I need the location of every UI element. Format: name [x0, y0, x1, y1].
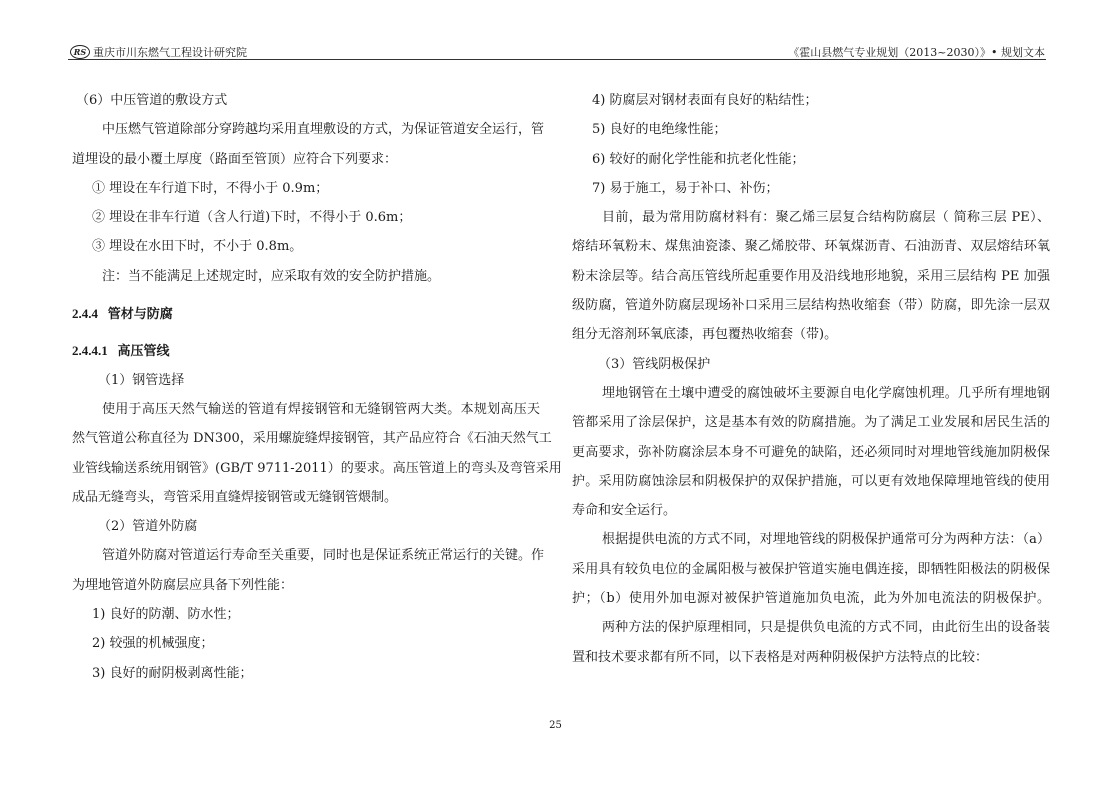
- paragraph-line: 成品无缝弯头，弯管采用直缝焊接钢管或无缝钢管煨制。: [72, 489, 398, 505]
- left-column: [72, 86, 562, 688]
- paragraph-line: 为埋地管道外防腐层应具备下列性能：: [72, 577, 294, 593]
- paragraph-line: 然气管道公称直径为 DN300，采用螺旋缝焊接钢管，其产品应符合《石油天然气工: [72, 431, 552, 447]
- list-item: ③ 埋设在水田下时，不小于 0.8m。: [92, 239, 303, 255]
- list-item: 6) 较好的耐化学性能和抗老化性能；: [592, 151, 805, 167]
- list-item: ① 埋设在车行道下时，不得小于 0.9m；: [92, 180, 329, 196]
- note-line: 注：当不能满足上述规定时，应采取有效的安全防护措施。: [102, 268, 441, 284]
- institute-logo: RS: [70, 45, 90, 59]
- subheading: （3）管线阴极保护: [598, 356, 711, 372]
- paragraph-line: 目前，最为常用防腐材料有：聚乙烯三层复合结构防腐层（ 简称三层 PE）、: [602, 210, 1050, 226]
- document-title: 《霍山县燃气专业规划（2013~2030）》• 规划文本: [788, 46, 1045, 59]
- paragraph-line: 护。采用防腐蚀涂层和阴极保护的双保护措施，可以更有效地保障埋地管线的使用: [572, 473, 1050, 489]
- heading-2-4-4-1: [72, 336, 540, 365]
- heading-number: 2.4.4.1: [72, 343, 108, 359]
- subheading: （1）钢管选择: [98, 372, 185, 388]
- list-item: 3) 良好的耐阴极剥离性能；: [92, 665, 253, 681]
- paragraph-line: 采用具有较负电位的金属阳极与被保护管道实施电偶连接，即牺牲阳极法的阴极保: [572, 561, 1050, 577]
- paragraph-line: 业管线输送系统用钢管》(GB/T 9711-2011）的要求。高压管道上的弯头及弯管采用: [72, 460, 562, 476]
- heading-2-4-4: [72, 299, 540, 328]
- heading-text: 高压管线: [117, 343, 170, 359]
- heading-text: 管材与防腐: [107, 306, 173, 322]
- paragraph-line: 管道外防腐对管道运行寿命至关重要，同时也是保证系统正常运行的关键。作: [102, 548, 545, 564]
- paragraph-line: 寿命和安全运行。: [572, 503, 677, 519]
- list-item: 2) 较强的机械强度；: [92, 636, 214, 652]
- subheading: （2）管道外防腐: [98, 519, 198, 535]
- header-left: [70, 44, 247, 60]
- paragraph-line: 管都采用了涂层保护，这是基本有效的防腐措施。为了满足工业发展和居民生活的: [572, 415, 1050, 431]
- paragraph-line: 使用于高压天然气输送的管道有焊接钢管和无缝钢管两大类。本规划高压天: [102, 401, 540, 417]
- institute-name: 重庆市川东燃气工程设计研究院: [93, 46, 247, 59]
- paragraph-line: 更高要求，弥补防腐涂层本身不可避免的缺陷，还必须同时对埋地管线施加阴极保: [572, 444, 1050, 460]
- paragraph-line: 埋地钢管在土壤中遭受的腐蚀破坏主要源自电化学腐蚀机理。几乎所有埋地钢: [602, 385, 1050, 401]
- section-heading-6: （6）中压管道的敷设方式: [76, 93, 228, 108]
- paragraph-line: 中压燃气管道除部分穿跨越均采用直埋敷设的方式，为保证管道安全运行，管: [102, 122, 545, 138]
- list-item: 1) 良好的防潮、防水性；: [92, 607, 240, 623]
- paragraph-line: 两种方法的保护原理相同，只是提供负电流的方式不同，由此衍生出的设备装: [602, 620, 1050, 636]
- list-item: 7) 易于施工，易于补口、补伤；: [592, 180, 779, 196]
- paragraph-line: 护；（b）使用外加电源对被保护管道施加负电流，此为外加电流法的阴极保护。: [572, 591, 1050, 607]
- paragraph-line: 级防腐，管道外防腐层现场补口采用三层结构热收缩套（带）防腐，即先涂一层双: [572, 298, 1050, 314]
- paragraph-line: 根据提供电流的方式不同，对埋地管线的阴极保护通常可分为两种方法：（a）: [602, 532, 1050, 548]
- heading-number: 2.4.4: [72, 306, 98, 322]
- list-item: 4) 防腐层对钢材表面有良好的粘结性；: [592, 93, 818, 108]
- paragraph-line: 粉末涂层等。结合高压管线所起重要作用及沿线地形地貌，采用三层结构 PE 加强: [572, 268, 1050, 284]
- paragraph-line: 组分无溶剂环氧底漆，再包覆热收缩套（带)。: [572, 327, 838, 343]
- page-number: 25: [549, 720, 562, 731]
- paragraph-line: 道埋设的最小覆土厚度（路面至管顶）应符合下列要求：: [72, 151, 398, 167]
- list-item: 5) 良好的电绝缘性能；: [592, 122, 727, 138]
- paragraph-line: 熔结环氧粉末、煤焦油瓷漆、聚乙烯胶带、环氧煤沥青、石油沥青、双层熔结环氧: [572, 239, 1050, 255]
- right-column: [572, 86, 1050, 672]
- paragraph-line: 置和技术要求都有所不同，以下表格是对两种阴极保护方法特点的比较：: [572, 649, 989, 665]
- list-item: ② 埋设在非车行道（含人行道)下时，不得小于 0.6m；: [92, 210, 412, 226]
- header-rule: [68, 59, 1046, 60]
